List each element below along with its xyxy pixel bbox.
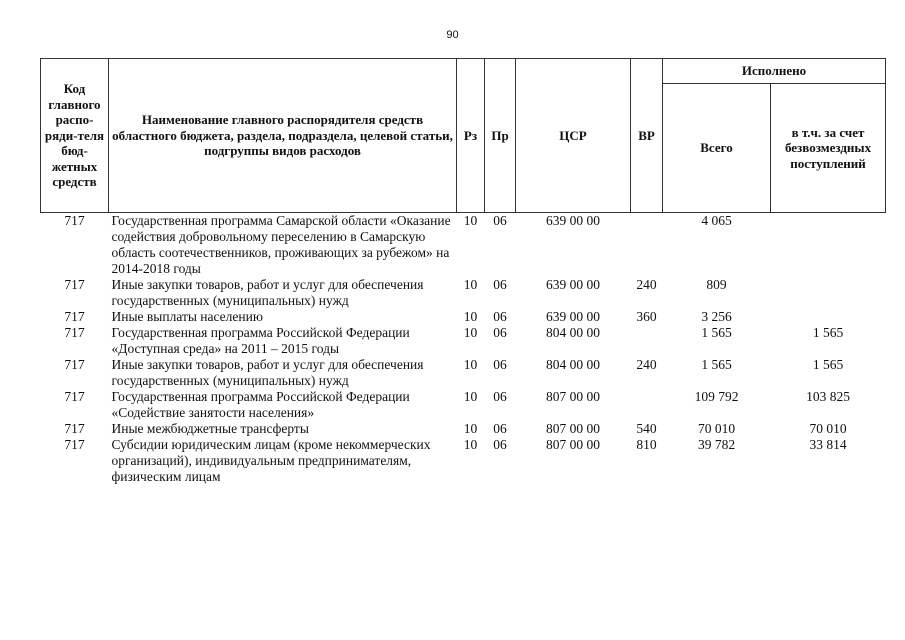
cell-free — [771, 213, 886, 278]
cell-name: Субсидии юридическим лицам (кроме некоммерческих организаций), индивидуальным предпринимателям, физическим лицам — [111, 437, 431, 484]
cell-rz: 10 — [463, 389, 478, 404]
cell-name: Государственная программа Самарской области «Оказание содействия добровольному переселению в Самарскую область соотечественников, проживающих за рубежом» на 2014-2018 годы — [111, 213, 451, 276]
cell-free: 103 825 — [806, 389, 850, 404]
table-header — [41, 59, 886, 213]
table-body — [41, 213, 886, 486]
cell-total: 4 065 — [701, 213, 732, 228]
cell-free: 1 565 — [812, 325, 844, 340]
header-vr: ВР — [631, 59, 663, 213]
cell-code: 717 — [64, 421, 85, 436]
header-rz: Рз — [457, 59, 485, 213]
table-row — [41, 389, 886, 421]
cell-name: Иные межбюджетные трансферты — [111, 421, 309, 436]
header-name: Наименование главного распорядителя средств областного бюджета, раздела, подраздела, целевой статьи, подгруппы видов расходов — [109, 59, 457, 213]
cell-rz: 10 — [463, 421, 478, 436]
cell-total: 1 565 — [701, 357, 732, 372]
cell-total: 3 256 — [701, 309, 732, 324]
header-code: Код главного распо-ряди-теля бюд-жетных средств — [41, 59, 109, 213]
cell-free — [771, 309, 886, 325]
header-free: в т.ч. за счет безвозмездных поступлений — [771, 84, 886, 213]
cell-vr: 540 — [636, 421, 657, 436]
cell-name: Государственная программа Российской Федерации «Доступная среда» на 2011 – 2015 годы — [111, 325, 410, 356]
cell-pr: 06 — [493, 389, 507, 404]
cell-total: 39 782 — [697, 437, 736, 452]
cell-rz: 10 — [463, 357, 478, 372]
budget-table — [40, 58, 886, 485]
cell-code: 717 — [64, 309, 85, 324]
cell-code: 717 — [64, 357, 85, 372]
cell-pr: 06 — [493, 325, 507, 340]
cell-code: 717 — [64, 437, 85, 452]
cell-pr: 06 — [493, 357, 507, 372]
cell-pr: 06 — [493, 277, 507, 292]
cell-rz: 10 — [463, 309, 478, 324]
cell-vr: 810 — [636, 437, 657, 452]
cell-free — [771, 277, 886, 309]
cell-name: Иные выплаты населению — [111, 309, 263, 324]
table-row — [41, 309, 886, 325]
cell-csr: 804 00 00 — [546, 325, 600, 340]
header-total: Всего — [663, 84, 771, 213]
cell-vr: 240 — [636, 277, 657, 292]
cell-csr: 639 00 00 — [546, 309, 600, 324]
cell-rz: 10 — [463, 325, 478, 340]
cell-code: 717 — [64, 325, 85, 340]
cell-rz: 10 — [463, 277, 478, 292]
cell-pr: 06 — [493, 437, 507, 452]
cell-free: 33 814 — [809, 437, 847, 452]
cell-free: 1 565 — [812, 357, 844, 372]
header-pr: Пр — [485, 59, 516, 213]
cell-total: 70 010 — [697, 421, 736, 436]
cell-code: 717 — [64, 389, 85, 404]
cell-pr: 06 — [493, 421, 507, 436]
cell-csr: 639 00 00 — [546, 213, 600, 228]
table-row — [41, 437, 886, 485]
cell-name: Государственная программа Российской Федерации «Содействие занятости населения» — [111, 389, 410, 420]
cell-csr: 807 00 00 — [546, 421, 600, 436]
cell-free: 70 010 — [809, 421, 847, 436]
cell-csr: 639 00 00 — [546, 277, 600, 292]
cell-total: 809 — [706, 277, 727, 292]
cell-rz: 10 — [463, 437, 478, 452]
header-executed: Исполнено — [663, 59, 886, 84]
cell-vr — [631, 213, 663, 278]
cell-csr: 807 00 00 — [546, 437, 600, 452]
cell-pr: 06 — [493, 309, 507, 324]
cell-vr: 360 — [636, 309, 657, 324]
table-row — [41, 277, 886, 309]
table-row — [41, 357, 886, 389]
cell-total: 109 792 — [694, 389, 739, 404]
cell-pr: 06 — [493, 213, 507, 228]
cell-code: 717 — [64, 213, 85, 228]
cell-code: 717 — [64, 277, 85, 292]
cell-vr: 240 — [636, 357, 657, 372]
table-row — [41, 325, 886, 357]
cell-csr: 807 00 00 — [546, 389, 600, 404]
cell-rz: 10 — [463, 213, 478, 228]
table-row — [41, 213, 886, 278]
cell-vr — [631, 325, 663, 357]
cell-name: Иные закупки товаров, работ и услуг для обеспечения государственных (муниципальных) нужд — [111, 277, 424, 308]
page-number: 90 — [446, 29, 459, 41]
cell-total: 1 565 — [701, 325, 732, 340]
cell-name: Иные закупки товаров, работ и услуг для обеспечения государственных (муниципальных) нужд — [111, 357, 424, 388]
cell-vr — [631, 389, 663, 421]
table-row — [41, 421, 886, 437]
header-csr: ЦСР — [516, 59, 631, 213]
cell-csr: 804 00 00 — [546, 357, 600, 372]
